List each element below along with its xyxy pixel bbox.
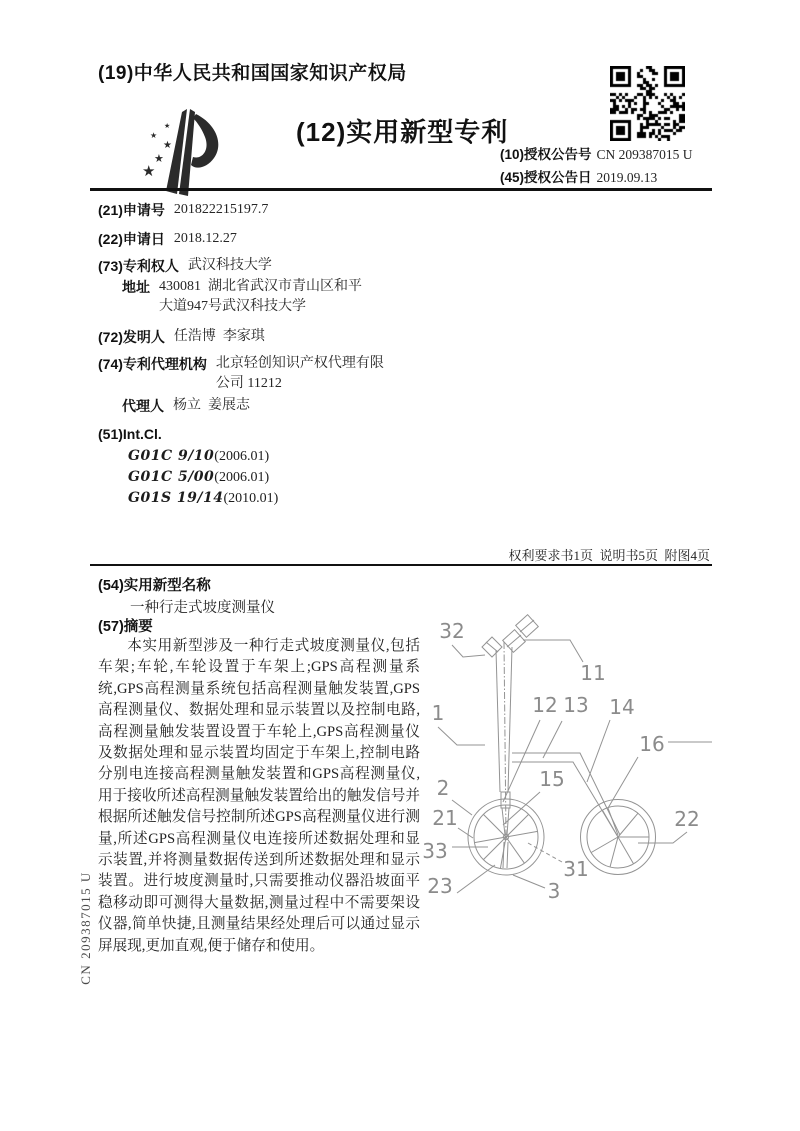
figure-label-31: 31: [563, 857, 589, 881]
patentee-address-value: 430081 湖北省武汉市青山区和平大道947号武汉科技大学: [159, 279, 362, 314]
invention-title: 一种行走式坡度测量仪: [130, 600, 275, 616]
figure-label-15: 15: [539, 767, 565, 791]
application-date-value: 2018.12.27: [173, 231, 237, 246]
figure-label-2: 2: [436, 776, 450, 800]
publication-date-row: [500, 169, 657, 187]
publication-number-value: CN 209387015 U: [596, 147, 693, 162]
figure-label-14: 14: [609, 695, 635, 719]
abstract-text: 本实用新型涉及一种行走式坡度测量仪,包括车架;车轮,车轮设置于车架上;GPS高程测量系统,GPS高程测量系统包括高程测量触发装置,GPS高程测量仪、数据处理和显示装置以及控制电路,高程测量触发装置设置于车轮上,GPS高程测量仪及数据处理和显示装置均固定于车架上,控制电路分别电连接高程测量触发装置和GPS高程测量仪,用于接收所述高程测量触发装置给出的触发信号并根据所述触发信号控制所述GPS高程测量仪进行测量,所述GPS高程测量仪电连接所述数据处理和显示装置,并将测量数据传送到所述数据处理和显示装置。进行坡度测量时,只需要推动仪器沿坡面平稳移动即可测得大量数据,测量过程中不需要架设仪器,简单快捷,且测量结果经处理后可以通过显示屏展现,更加直观,便于储存和使用。: [98, 638, 420, 954]
page-counts: 权利要求书1页 说明书5页 附图4页: [508, 548, 710, 563]
abstract-section-label: (57)摘要: [98, 619, 153, 635]
logo-marks: [142, 109, 218, 196]
int-cl-version-text: (2010.01): [223, 491, 279, 506]
figure-label-13: 13: [563, 693, 589, 717]
issuing-office-title: (19)中华人民共和国国家知识产权局: [98, 63, 407, 84]
int-cl-code-2: [128, 469, 269, 486]
int-cl-code-text: G01S 19/14: [128, 490, 224, 506]
figure-label-12: 12: [532, 693, 558, 717]
figure-label-3: 3: [547, 879, 561, 903]
inventors-row: [98, 327, 265, 347]
publication-date-value: 2019.09.13: [596, 170, 658, 185]
title-section-label: (54)实用新型名称: [98, 578, 211, 594]
int-cl-code-text: G01C 9/10: [128, 448, 215, 464]
application-date-row: [98, 229, 237, 249]
application-number-value: 201822215197.7: [173, 202, 269, 217]
logo-star-icon: ★: [154, 153, 164, 165]
int-cl-label: (51)Int.Cl.: [98, 426, 162, 442]
side-publication-number: CN 209387015 U: [78, 871, 93, 985]
figure-frame: [512, 753, 620, 837]
figure-label-32: 32: [439, 619, 465, 643]
application-date-label: (22)申请日: [98, 231, 165, 247]
agents-label: 代理人: [122, 398, 164, 414]
figure-label-21: 21: [432, 806, 458, 830]
inventors-label: (72)发明人: [98, 329, 165, 345]
figure-label-33: 33: [422, 839, 448, 863]
qr-code: [610, 66, 685, 141]
figure-label-22: 22: [674, 807, 700, 831]
logo-star-icon: ★: [142, 164, 156, 180]
patentee-address-label: 地址: [122, 279, 150, 295]
agents-row: [122, 396, 250, 416]
figure-rear-wheel: [581, 800, 656, 875]
patentee-row: [98, 256, 272, 276]
figure-label-16: 16: [639, 732, 665, 756]
agency-label: (74)专利代理机构: [98, 356, 207, 372]
int-cl-code-1: [128, 448, 269, 465]
int-cl-row: [98, 424, 171, 444]
int-cl-code-3: [128, 490, 278, 507]
agency-row: [98, 354, 390, 394]
figure-label-23: 23: [427, 874, 453, 898]
agency-value: 北京轻创知识产权代理有限公司 11212: [215, 356, 384, 391]
patentee-value: 武汉科技大学: [187, 258, 272, 273]
int-cl-version-text: (2006.01): [214, 470, 270, 485]
application-number-row: [98, 200, 268, 220]
patent-figure: [420, 595, 712, 915]
figure-handle: [482, 615, 583, 662]
int-cl-version-text: (2006.01): [214, 449, 270, 464]
logo-star-icon: ★: [163, 140, 172, 151]
publication-number-row: [500, 146, 693, 164]
int-cl-code-text: G01C 5/00: [128, 469, 215, 485]
publication-number-label: (10)授权公告号: [500, 147, 592, 162]
patentee-label: (73)专利权人: [98, 258, 179, 274]
figure-leader-lines: [438, 645, 712, 893]
section-divider: [90, 564, 712, 566]
header-divider: [90, 188, 712, 191]
logo-star-icon: ★: [164, 122, 171, 130]
figure-label-11: 11: [580, 661, 606, 685]
patentee-address-row: [122, 277, 373, 317]
agents-value: 杨立 姜展志: [173, 398, 250, 413]
application-number-label: (21)申请号: [98, 202, 165, 218]
logo-star-icon: ★: [150, 131, 158, 140]
document-type-title: (12)实用新型专利: [296, 117, 509, 147]
figure-label-1: 1: [431, 701, 445, 725]
publication-date-label: (45)授权公告日: [500, 170, 592, 185]
inventors-value: 任浩博 李家琪: [173, 329, 265, 344]
figure-reference-numbers: [422, 619, 699, 903]
